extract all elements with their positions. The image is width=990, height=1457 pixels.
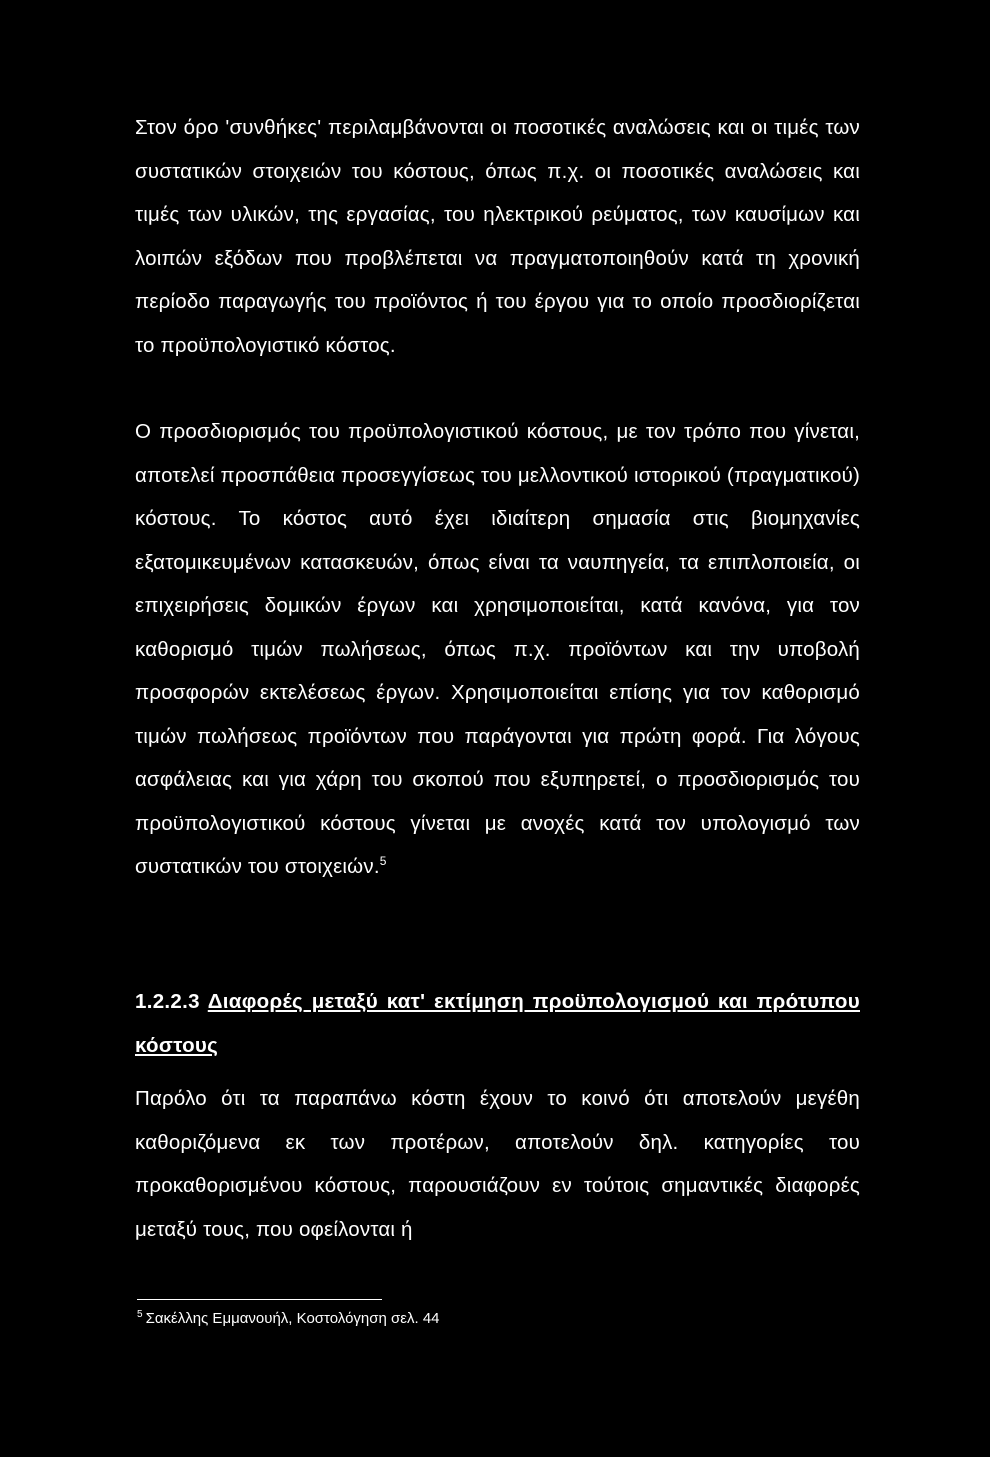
section-heading [135, 980, 860, 1067]
footnote-reference[interactable]: 5 [379, 854, 387, 869]
footnote-text: Σακέλλης Εμμανουήλ, Κοστολόγηση σελ. 44 [145, 1310, 440, 1327]
footnote-divider [137, 1299, 382, 1300]
paragraph-2 [135, 410, 860, 889]
paragraph-3 [135, 1077, 860, 1251]
footnote [137, 1308, 737, 1330]
paragraph-1 [135, 106, 860, 367]
paragraph-3-text: Παρόλο ότι τα παραπάνω κόστη έχουν το κοινό ότι αποτελούν μεγέθη καθοριζόμενα εκ των προτέρων, αποτελούν δηλ. κατηγορίες του προκαθορισμένου κόστους, παρουσιάζουν εν τούτοις σημαντικές διαφορές μεταξύ τους, που οφείλονται ή [135, 1087, 860, 1241]
footnote-number: 5 [137, 1309, 143, 1320]
section-heading-title: Διαφορές μεταξύ κατ' εκτίμηση προϋπολογισμού και πρότυπου κόστους [135, 990, 860, 1057]
paragraph-1-text: Στον όρο 'συνθήκες' περιλαμβάνονται οι ποσοτικές αναλώσεις και οι τιμές των συστατικών στοιχειών του κόστους, όπως π.χ. οι ποσοτικές αναλώσεις και τιμές των υλικών, της εργασίας, του ηλεκτρικού ρεύματος, των καυσίμων και λοιπών εξόδων που προβλέπεται να πραγματοποιηθούν κατά τη χρονική περίοδο παραγωγής του προϊόντος ή του έργου για το οποίο προσδιορίζεται το προϋπολογιστικό κόστος. [135, 116, 860, 357]
section-heading-number: 1.2.2.3 [135, 990, 200, 1013]
paragraph-2-text: Ο προσδιορισμός του προϋπολογιστικού κόστους, με τον τρόπο που γίνεται, αποτελεί προσπάθεια προσεγγίσεως του μελλοντικού ιστορικού (πραγματικού) κόστους. Το κόστος αυτό έχει ιδιαίτερη σημασία στις βιομηχανίες εξατομικευμένων κατασκευών, όπως είναι τα ναυπηγεία, τα επιπλοποιεία, οι επιχειρήσεις δομικών έργων και χρησιμοποιείται, κατά κανόνα, για τον καθορισμό τιμών πωλήσεως, όπως π.χ. προϊόντων και την υποβολή προσφορών εκτελέσεως έργων. Χρησιμοποιείται επίσης για τον καθορισμό τιμών πωλήσεως προϊόντων που παράγονται για πρώτη φορά. Για λόγους ασφάλειας και για χάρη του σκοπού που εξυπηρετεί, ο προσδιορισμός του προϋπολογιστικού κόστους γίνεται με ανοχές κατά τον υπολογισμό των συστατικών του στοιχειών. [135, 420, 861, 878]
